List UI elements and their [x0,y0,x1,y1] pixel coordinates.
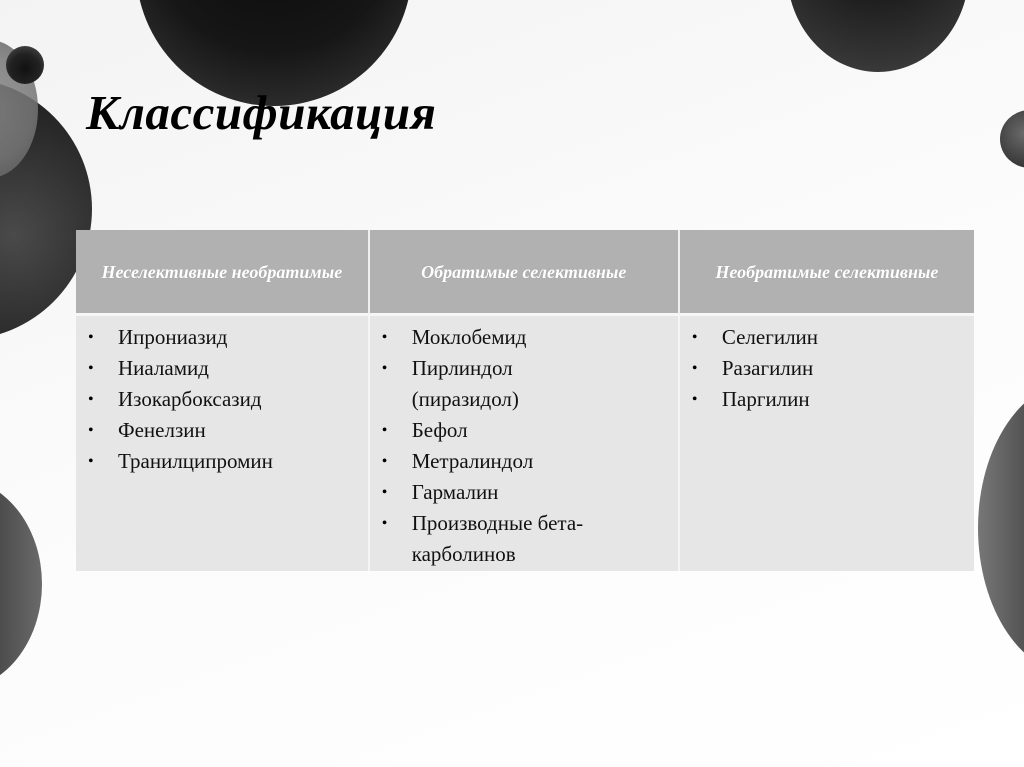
list-item: • Фенелзин [86,415,368,446]
list-item: • Пирлиндол (пиразидол) [380,353,562,415]
bullet-icon: • [88,422,94,439]
bullet-icon: • [88,391,94,408]
bullet-icon: • [381,484,388,501]
bullet-icon: • [88,360,94,377]
list-item: • Моклобемид [380,322,678,353]
decorative-sphere-right-bottom [978,380,1024,676]
header-reversible-selective: Обратимые селективные [370,230,680,316]
bullet-icon: • [691,360,698,377]
bullet-icon: • [381,422,388,439]
table-header-row [76,230,974,316]
list-item: • Ипрониазид [86,322,368,353]
bullet-icon: • [381,453,388,470]
bullet-icon: • [381,515,388,532]
slide-title: Классификация [86,85,437,140]
list-item: • Метралиндол [380,446,678,477]
bullet-icon: • [88,329,94,346]
cell-reversible-selective [370,316,680,571]
bullet-icon: • [88,453,94,470]
list-item: • Разагилин [690,353,974,384]
list-item: • Паргилин [690,384,974,415]
list-item: • Селегилин [690,322,974,353]
drug-list [370,322,678,570]
drug-list [76,322,368,477]
bullet-icon: • [381,360,388,377]
header-irreversible-selective: Необратимые селективные [680,230,974,316]
decorative-sphere-left-small [6,46,44,84]
list-item: • Бефол [380,415,678,446]
decorative-sphere-right-small [1000,110,1024,168]
list-item: • Изокарбоксазид [86,384,368,415]
drug-list [680,322,974,415]
list-item: • Транилципромин [86,446,368,477]
decorative-sphere-left-bottom [0,478,42,690]
decorative-sphere-top-right [787,0,969,72]
list-item: • Гармалин [380,477,678,508]
table-row [76,316,974,571]
list-item: • Производные бета-карболинов [380,508,632,570]
classification-table [76,230,974,571]
list-item: • Ниаламид [86,353,368,384]
cell-nonselective-irreversible [76,316,370,571]
cell-irreversible-selective [680,316,974,571]
bullet-icon: • [691,329,698,346]
bullet-icon: • [691,391,698,408]
header-nonselective-irreversible: Неселективные необратимые [76,230,370,316]
bullet-icon: • [381,329,388,346]
